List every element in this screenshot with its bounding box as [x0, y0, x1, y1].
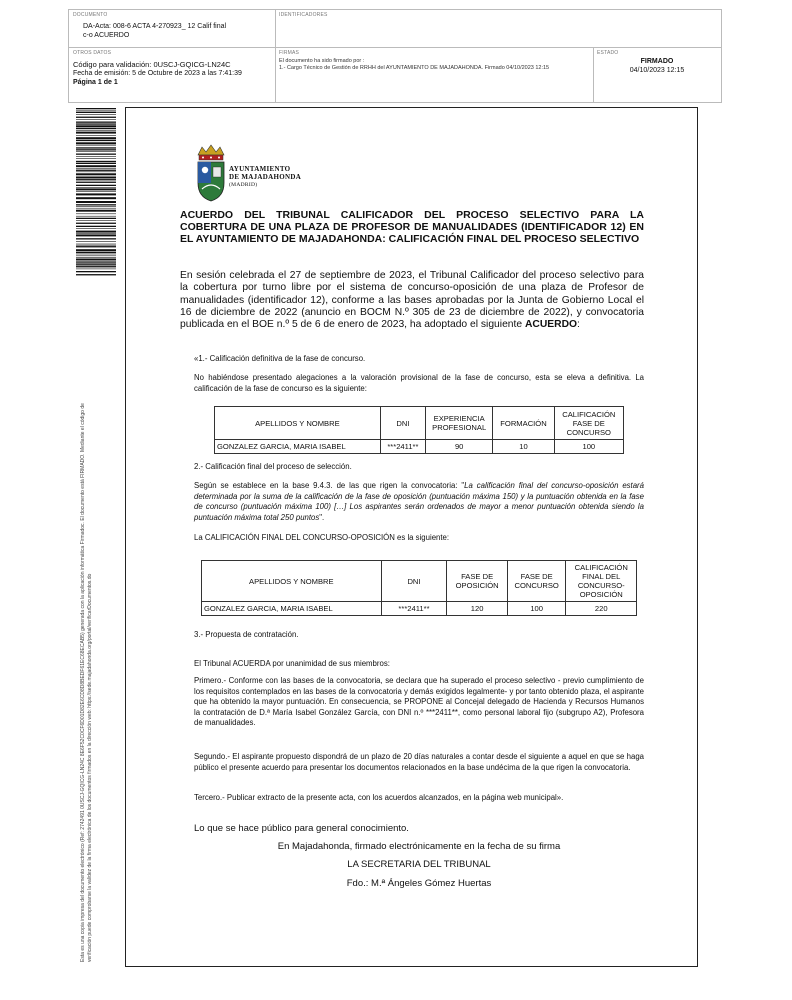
- barcode-bar: [76, 233, 116, 234]
- barcode-bar: [76, 168, 116, 169]
- identificadores-label: IDENTIFICADORES: [279, 12, 328, 18]
- page-title: ACUERDO DEL TRIBUNAL CALIFICADOR DEL PROCESO SELECTIVO PARA LA COBERTURA DE UNA PLAZA DE PROFESOR DE MANUALIDADES (IDENTIFICADOR 12) EN EL AYUNTAMIENTO DE MAJADAHONDA: CALIFICACIÓN FINAL DEL PROCESO SELECTIVO: [180, 209, 644, 245]
- barcode-bar: [76, 271, 116, 272]
- table-row: [202, 602, 637, 616]
- firmas-line2: 1.- Cargo Técnico de Gestión de RRHH del AYUNTAMIENTO DE MAJADAHONDA. Firmado 04/10/2023 12:15: [279, 65, 550, 71]
- side-text-line1: Esta es una copia impresa del documento electrónico (Ref: 2742491 0USCJ-GQICG-LN24C 8E6F52C0CF6D01D82E6CD8D8BEDF61EC68ECAB5) generada con la aplicación informática Firmadoc. El documento está FIRMADO. Mediante el código de: [80, 403, 86, 962]
- barcode-bar: [76, 188, 116, 190]
- barcode-bar: [76, 154, 116, 155]
- barcode-bar: [76, 223, 116, 224]
- barcode-bar: [76, 269, 116, 270]
- barcode-bar: [76, 208, 116, 209]
- section2-text-b: ".: [319, 512, 325, 522]
- barcode-bar: [76, 145, 116, 146]
- th-formacion: FORMACIÓN: [493, 407, 554, 440]
- documento-cell: [69, 10, 275, 42]
- sign-role: LA SECRETARIA DEL TRIBUNAL: [347, 859, 491, 870]
- estado-cell: [593, 48, 721, 77]
- barcode-bar: [76, 252, 116, 253]
- barcode-bar: [76, 246, 116, 247]
- otros-datos-cell: [69, 48, 275, 89]
- barcode-bar: [76, 142, 116, 144]
- barcode-bar: [76, 149, 116, 150]
- barcode-bar: [76, 135, 116, 136]
- barcode-bar: [76, 161, 116, 162]
- td-formacion: 10: [493, 440, 554, 454]
- barcode-bar: [76, 216, 116, 217]
- barcode-bar: [76, 158, 116, 159]
- barcode-bar: [76, 254, 116, 255]
- barcode-bar: [76, 117, 116, 118]
- section3-intro: El Tribunal ACUERDA por unanimidad de sus miembros:: [194, 659, 390, 668]
- barcode-icon: [76, 108, 116, 276]
- concurso-table: [214, 406, 624, 454]
- fecha-emision: Fecha de emisión: 5 de Octubre de 2023 a las 7:41:39: [73, 70, 242, 77]
- th-dni: DNI: [380, 407, 425, 440]
- td-concurso: 100: [507, 602, 566, 616]
- documento-line1: DA-Acta: 008-6 ACTA 4-270923_ 12 Calif final: [83, 23, 227, 30]
- barcode-bar: [76, 274, 116, 275]
- documento-label: DOCUMENTO: [73, 12, 108, 18]
- td-calificacion-final: 220: [566, 602, 637, 616]
- td-nombre: GONZALEZ GARCIA, MARIA ISABEL: [202, 602, 382, 616]
- section2-text: [194, 481, 644, 523]
- barcode-bar: [76, 163, 116, 164]
- barcode-bar: [76, 179, 116, 180]
- barcode-bar: [76, 177, 116, 179]
- th-oposicion: FASE DE OPOSICIÓN: [447, 561, 507, 602]
- barcode-bar: [76, 137, 116, 139]
- td-oposicion: 120: [447, 602, 507, 616]
- barcode-bar: [76, 228, 116, 229]
- section2-text-quote: La calificación final del concurso-oposición estará determinada por la suma de la calificación de la fase de oposición (puntuación máxima 150) y la puntuación obtenida en la fase de concurso (puntuación máxima 100) […] Los aspirantes serán ordenados de mayor a menor puntuación obtenida siendo la puntuación máxima total 250 puntos: [194, 481, 644, 522]
- barcode-bar: [76, 185, 116, 186]
- barcode-bar: [76, 119, 116, 120]
- barcode-bar: [76, 114, 116, 115]
- logo-line2: DE MAJADAHONDA: [229, 173, 302, 181]
- barcode-bar: [76, 111, 116, 112]
- barcode-bar: [76, 266, 116, 267]
- barcode-bar: [76, 231, 116, 233]
- barcode-bar: [76, 201, 116, 203]
- intro-bold: ACUERDO: [524, 319, 578, 331]
- estado-fecha: 04/10/2023 12:15: [629, 67, 685, 74]
- th-apellidos: APELLIDOS Y NOMBRE: [202, 561, 382, 602]
- barcode-bar: [76, 112, 116, 113]
- barcode-bar: [76, 128, 116, 129]
- barcode-bar: [76, 249, 116, 251]
- final-table: [201, 560, 637, 616]
- barcode-bar: [76, 172, 116, 173]
- section2-heading: 2.- Calificación final del proceso de selección.: [194, 462, 352, 471]
- barcode-bar: [76, 264, 116, 265]
- primero-paragraph: Primero.- Conforme con las bases de la convocatoria, se declara que ha superado el proceso selectivo - previo cumplimiento de los requisitos contemplados en las bases de la convocatoria y demás exigidos legalmente- y por tanto obtenido plaza, el aspirante que ha obtenido la mayor puntuación. En consecuencia, se PROPONE al Concejal delegado de Hacienda y Recursos Humanos la contratación de D.ª María Isabel González García, con DNI n.º ***2411**, como personal laboral fijo (subgrupo A2), Profesora de manualidades.: [194, 676, 644, 727]
- tercero-paragraph: Tercero.- Publicar extracto de la presente acta, con los acuerdos alcanzados, en la página web municipal».: [194, 793, 564, 802]
- table-header-row: [215, 407, 624, 440]
- barcode-bar: [76, 191, 116, 192]
- barcode-bar: [76, 170, 116, 171]
- intro-text: En sesión celebrada el 27 de septiembre de 2023, el Tribunal Calificador del proceso selectivo para la cobertura por turno libre por el sistema de concurso-oposición de una plaza de Profesor de manualidades (identificador 12), conforme a las bases aprobadas por la Junta de Gobierno Local el 16 de diciembre de 2022 (anuncio en BOCM N.º 305 de 23 de diciembre de 2022), y convocatoria publicada en el BOE n.º 5 de 6 de enero de 2023, ha adoptado el siguiente: [180, 270, 644, 331]
- td-dni: ***2411**: [380, 440, 425, 454]
- barcode-bar: [76, 173, 116, 175]
- th-experiencia: EXPERIENCIA PROFESIONAL: [426, 407, 493, 440]
- table-header-row: [202, 561, 637, 602]
- td-dni: ***2411**: [381, 602, 447, 616]
- section1-text: No habiéndose presentado alegaciones a la valoración provisional de la fase de concurso, esta se eleva a definitiva. La calificación de la fase de concurso es la siguiente:: [194, 373, 644, 393]
- barcode-bar: [76, 220, 116, 221]
- estado-value: FIRMADO: [640, 58, 674, 65]
- barcode-bar: [76, 245, 116, 246]
- section2-text-a: Según se establece en la base 9.4.3. de las que rigen la convocatoria: ": [194, 481, 465, 490]
- barcode-bar: [76, 226, 116, 227]
- table-row: [215, 440, 624, 454]
- barcode-bar: [76, 147, 116, 148]
- barcode-bar: [76, 108, 116, 109]
- firmas-label: FIRMAS: [279, 50, 300, 56]
- barcode-bar: [76, 132, 116, 134]
- documento-line2: c-o ACUERDO: [83, 32, 130, 39]
- td-calificacion: 100: [554, 440, 623, 454]
- pagina-info: Página 1 de 1: [73, 79, 118, 86]
- barcode-bar: [76, 234, 116, 236]
- barcode-bar: [76, 256, 116, 257]
- th-apellidos: APELLIDOS Y NOMBRE: [215, 407, 381, 440]
- barcode-bar: [76, 182, 116, 183]
- segundo-paragraph: Segundo.- El aspirante propuesto dispondrá de un plazo de 20 días naturales a contar desde el siguiente a aquel en que se haga público el presente acuerdo para presentar los documentos relacionados en la base undécima de la que rigen la convocatoria.: [194, 752, 644, 772]
- identificadores-cell: [275, 10, 721, 20]
- barcode-bar: [76, 257, 116, 258]
- th-concurso: FASE DE CONCURSO: [507, 561, 566, 602]
- coat-of-arms-icon: [194, 143, 228, 203]
- barcode-bar: [76, 193, 116, 195]
- th-calificacion-final: CALIFICACIÓN FINAL DEL CONCURSO-OPOSICIÓN: [566, 561, 637, 602]
- td-experiencia: 90: [426, 440, 493, 454]
- barcode-bar: [76, 259, 116, 261]
- sign-place: En Majadahonda, firmado electrónicamente en la fecha de su firma: [277, 841, 561, 852]
- barcode-bar: [76, 156, 116, 157]
- intro-paragraph: En sesión celebrada el 27 de septiembre de 2023, el Tribunal Calificador del proceso selectivo para la cobertura por turno libre por el sistema de concurso-oposición de una plaza de Profesor de manualidades (identificador 12), conforme a las bases aprobadas por la Junta de Gobierno Local el 16 de diciembre de 2022 (anuncio en BOCM N.º 305 de 23 de diciembre de 2022), y convocatoria publicada en el BOE n.º 5 de 6 de enero de 2023, ha adoptado el siguiente ACUERDO:: [180, 270, 644, 331]
- barcode-bar: [76, 206, 116, 207]
- estado-label: ESTADO: [597, 50, 619, 56]
- barcode-bar: [76, 204, 116, 205]
- th-dni: DNI: [381, 561, 447, 602]
- section3-heading: 3.- Propuesta de contratación.: [194, 630, 299, 639]
- barcode-bar: [76, 125, 116, 127]
- section2-text2: La CALIFICACIÓN FINAL DEL CONCURSO-OPOSICIÓN es la siguiente:: [194, 533, 450, 542]
- barcode-bar: [76, 140, 116, 141]
- ayuntamiento-name: [229, 165, 301, 189]
- barcode-bar: [76, 262, 116, 263]
- codigo-validacion: Código para validación: 0USCJ-GQICG-LN24C: [73, 60, 231, 69]
- barcode-bar: [76, 197, 116, 199]
- barcode-bar: [76, 244, 116, 245]
- barcode-bar: [76, 261, 116, 262]
- section1-heading: «1.- Calificación definitiva de la fase de concurso.: [194, 354, 366, 363]
- barcode-bar: [76, 123, 116, 124]
- barcode-bar: [76, 238, 116, 239]
- barcode-bar: [76, 165, 116, 167]
- firmas-line1: El documento ha sido firmado por :: [279, 58, 365, 64]
- verification-side-text: [80, 282, 93, 962]
- sign-name: Fdo.: M.ª Ángeles Gómez Huertas: [346, 878, 492, 889]
- th-calificacion: CALIFICACIÓN FASE DE CONCURSO: [554, 407, 623, 440]
- otros-datos-label: OTROS DATOS: [73, 50, 112, 56]
- firmas-cell: [275, 48, 593, 74]
- barcode-bar: [76, 210, 116, 212]
- logo-line3: (MADRID): [229, 182, 258, 188]
- barcode-bar: [76, 187, 116, 188]
- barcode-bar: [76, 122, 116, 123]
- barcode-bar: [76, 218, 116, 219]
- side-text-line2: verificación puede comprobarse la validez de la firma electrónica de los documentos firmados en la dirección web: https://sede.majadahonda.org/portal/verificarDocumentos.do: [86, 573, 93, 962]
- document-header: [68, 9, 722, 103]
- barcode-bar: [76, 130, 116, 131]
- closing-text: Lo que se hace público para general conocimiento.: [194, 823, 409, 834]
- barcode-bar: [76, 151, 116, 152]
- logo-line1: AYUNTAMIENTO: [229, 165, 291, 173]
- td-nombre: GONZALEZ GARCIA, MARIA ISABEL: [215, 440, 381, 454]
- barcode-bar: [76, 241, 116, 242]
- barcode-bar: [76, 214, 116, 215]
